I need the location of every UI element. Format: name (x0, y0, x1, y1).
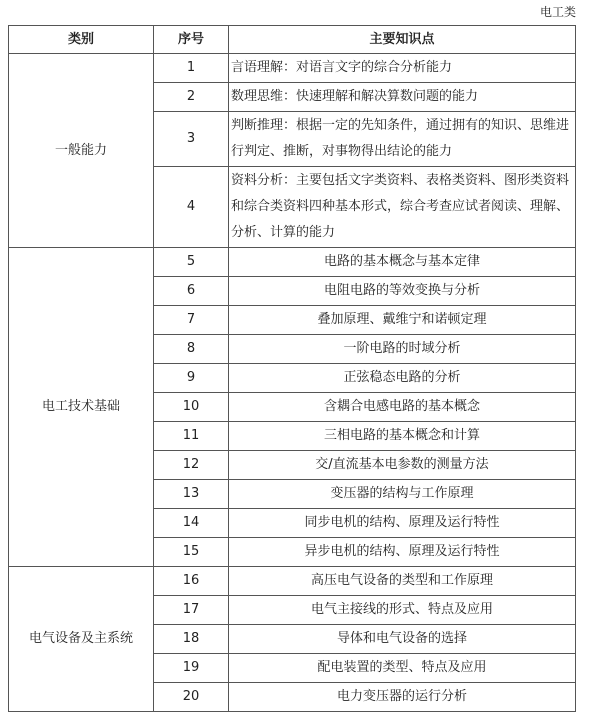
category-cell: 电气设备及主系统 (9, 567, 154, 712)
knowledge-point-cell: 配电装置的类型、特点及应用 (229, 654, 576, 683)
knowledge-point-cell: 电力变压器的运行分析 (229, 683, 576, 712)
table-row (9, 54, 576, 83)
table-row (9, 248, 576, 277)
number-cell: 13 (154, 480, 229, 509)
number-cell: 3 (154, 112, 229, 167)
number-cell: 19 (154, 654, 229, 683)
knowledge-point-cell: 高压电气设备的类型和工作原理 (229, 567, 576, 596)
number-cell: 15 (154, 538, 229, 567)
knowledge-point-cell: 含耦合电感电路的基本概念 (229, 393, 576, 422)
number-cell: 2 (154, 83, 229, 112)
knowledge-point-cell: 三相电路的基本概念和计算 (229, 422, 576, 451)
knowledge-point-cell: 异步电机的结构、原理及运行特性 (229, 538, 576, 567)
knowledge-point-cell: 电阻电路的等效变换与分析 (229, 277, 576, 306)
knowledge-points-table (8, 25, 576, 712)
knowledge-point-cell: 交/直流基本电参数的测量方法 (229, 451, 576, 480)
document-category-label: 电工类 (539, 5, 576, 19)
number-cell: 6 (154, 277, 229, 306)
table-header-row (9, 26, 576, 54)
knowledge-point-cell: 导体和电气设备的选择 (229, 625, 576, 654)
number-cell: 20 (154, 683, 229, 712)
number-cell: 10 (154, 393, 229, 422)
table-row (9, 567, 576, 596)
number-cell: 14 (154, 509, 229, 538)
number-cell: 9 (154, 364, 229, 393)
knowledge-point-cell: 言语理解：对语言文字的综合分析能力 (229, 54, 576, 83)
knowledge-point-cell: 正弦稳态电路的分析 (229, 364, 576, 393)
category-cell: 一般能力 (9, 54, 154, 248)
knowledge-point-cell: 一阶电路的时域分析 (229, 335, 576, 364)
number-cell: 7 (154, 306, 229, 335)
number-cell: 17 (154, 596, 229, 625)
knowledge-point-cell: 资料分析：主要包括文字类资料、表格类资料、图形类资料和综合类资料四种基本形式，综合考查应试者阅读、理解、分析、计算的能力 (229, 167, 576, 248)
knowledge-point-cell: 变压器的结构与工作原理 (229, 480, 576, 509)
table-body (9, 54, 576, 712)
number-cell: 16 (154, 567, 229, 596)
number-cell: 12 (154, 451, 229, 480)
knowledge-point-cell: 判断推理：根据一定的先知条件，通过拥有的知识、思维进行判定、推断，对事物得出结论的能力 (229, 112, 576, 167)
number-cell: 1 (154, 54, 229, 83)
knowledge-point-cell: 叠加原理、戴维宁和诺顿定理 (229, 306, 576, 335)
knowledge-point-cell: 数理思维：快速理解和解决算数问题的能力 (229, 83, 576, 112)
header-knowledge-point: 主要知识点 (229, 26, 576, 54)
number-cell: 5 (154, 248, 229, 277)
category-cell: 电工技术基础 (9, 248, 154, 567)
knowledge-point-cell: 同步电机的结构、原理及运行特性 (229, 509, 576, 538)
header-category: 类别 (9, 26, 154, 54)
knowledge-point-cell: 电路的基本概念与基本定律 (229, 248, 576, 277)
number-cell: 8 (154, 335, 229, 364)
knowledge-point-cell: 电气主接线的形式、特点及应用 (229, 596, 576, 625)
number-cell: 4 (154, 167, 229, 248)
number-cell: 11 (154, 422, 229, 451)
header-number: 序号 (154, 26, 229, 54)
number-cell: 18 (154, 625, 229, 654)
